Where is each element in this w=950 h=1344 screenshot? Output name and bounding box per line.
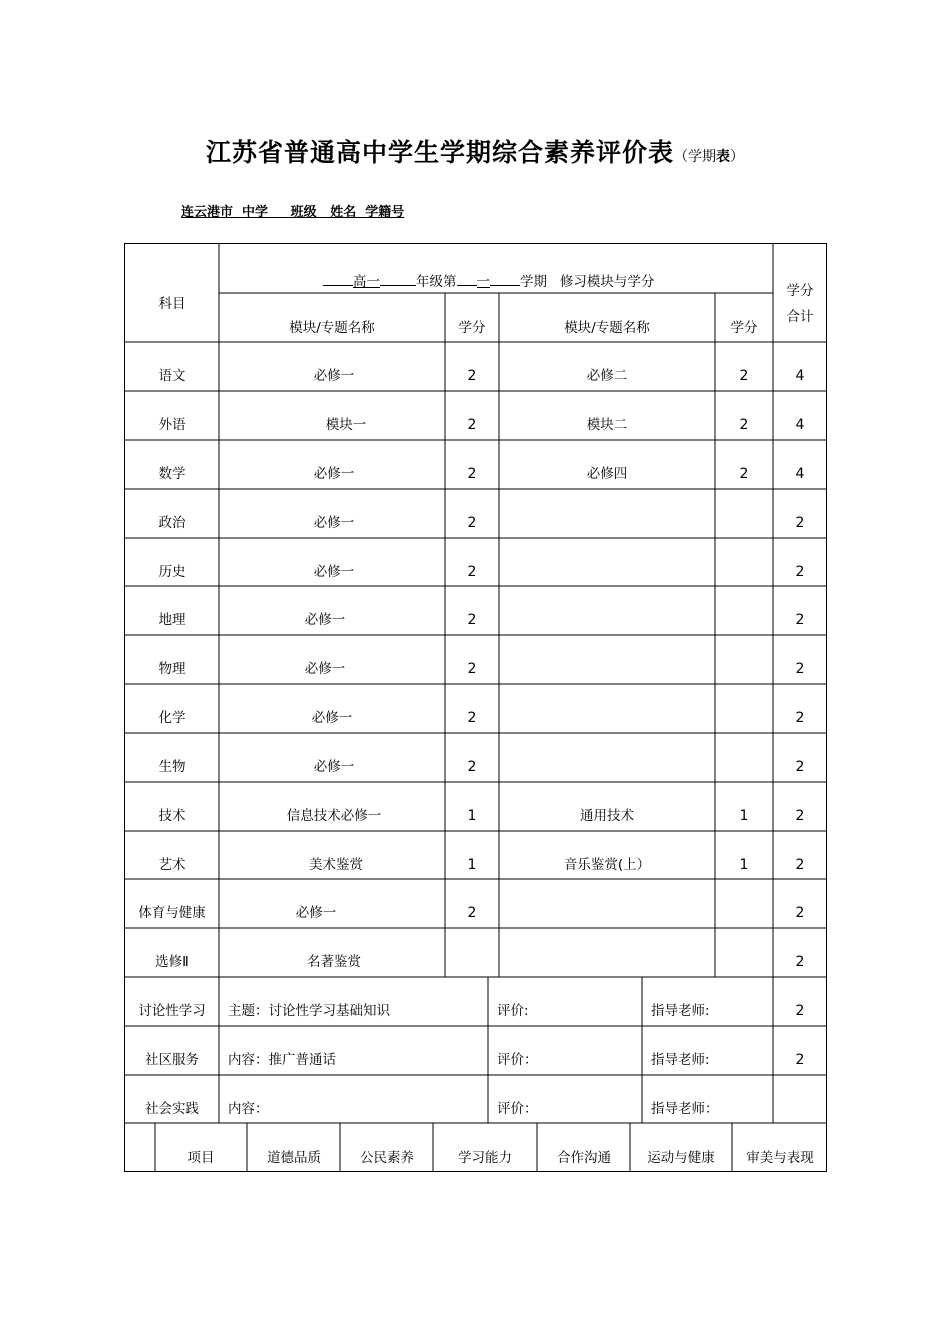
row-subject: 物理 bbox=[158, 661, 186, 677]
header-total-1: 学分 bbox=[786, 283, 814, 299]
row-subject: 历史 bbox=[158, 564, 186, 580]
header-subject: 科目 bbox=[158, 296, 186, 312]
row-subject: 政治 bbox=[158, 515, 186, 531]
row-credit-1: 2 bbox=[467, 368, 477, 384]
row-total: 2 bbox=[795, 710, 805, 726]
row-credit-1: 2 bbox=[467, 661, 477, 677]
quality-header: 合作沟通 bbox=[557, 1150, 611, 1166]
row-credit-1: 2 bbox=[467, 905, 477, 921]
activity-subject: 社会实践 bbox=[145, 1101, 199, 1117]
row-subject: 选修Ⅱ bbox=[155, 954, 189, 970]
row-credit-2: 2 bbox=[739, 466, 749, 482]
header-module-name-1: 模块/专题名称 bbox=[289, 320, 375, 336]
row-total: 2 bbox=[795, 808, 805, 824]
activity-total: 2 bbox=[795, 1003, 805, 1019]
activity-evaluation: 评价： bbox=[497, 1101, 538, 1117]
row-subject: 化学 bbox=[158, 710, 186, 726]
quality-header: 审美与表现 bbox=[746, 1150, 814, 1166]
activity-content: 主题：讨论性学习基础知识 bbox=[228, 1003, 390, 1019]
row-total: 4 bbox=[795, 466, 805, 482]
activity-evaluation: 评价： bbox=[497, 1052, 538, 1068]
row-module-1: 模块一 bbox=[325, 417, 367, 433]
row-subject: 数学 bbox=[158, 466, 186, 482]
title-sub: （学期表） bbox=[674, 149, 744, 165]
row-credit-1: 2 bbox=[467, 515, 477, 531]
row-total: 2 bbox=[795, 564, 805, 580]
activity-total: 2 bbox=[795, 1052, 805, 1068]
header-term-line bbox=[323, 272, 654, 290]
activity-subject: 社区服务 bbox=[145, 1052, 199, 1068]
activity-teacher: 指导老师: bbox=[651, 1052, 710, 1068]
row-total: 2 bbox=[795, 515, 805, 531]
header-grade: 高一 bbox=[353, 274, 380, 290]
header-grade-word: 年级第 bbox=[416, 274, 457, 290]
row-credit-1: 2 bbox=[467, 417, 477, 433]
row-module-1: 必修一 bbox=[311, 710, 353, 726]
row-total: 2 bbox=[795, 612, 805, 628]
row-module-1: 必修一 bbox=[313, 466, 355, 482]
row-module-1: 必修一 bbox=[304, 612, 346, 628]
row-module-1: 必修一 bbox=[313, 515, 355, 531]
quality-header: 道德品质 bbox=[267, 1150, 321, 1166]
row-total: 4 bbox=[795, 417, 805, 433]
row-subject: 外语 bbox=[158, 417, 186, 433]
row-module-2: 通用技术 bbox=[580, 808, 634, 824]
row-subject: 体育与健康 bbox=[138, 905, 206, 921]
row-module-2: 音乐鉴赏(上） bbox=[563, 857, 651, 873]
row-credit-1: 2 bbox=[467, 564, 477, 580]
activity-subject: 讨论性学习 bbox=[138, 1003, 206, 1019]
row-module-2: 模块二 bbox=[586, 417, 628, 433]
row-module-2: 必修二 bbox=[586, 368, 628, 384]
row-credit-1: 2 bbox=[467, 466, 477, 482]
title-main: 江苏省普通高中学生学期综合素养评价表 bbox=[205, 138, 674, 167]
activity-content: 内容： bbox=[228, 1101, 269, 1117]
quality-header: 学习能力 bbox=[458, 1150, 512, 1166]
row-module-1: 必修一 bbox=[313, 368, 355, 384]
quality-header: 运动与健康 bbox=[647, 1150, 715, 1166]
row-subject: 技术 bbox=[158, 808, 186, 824]
row-subject: 生物 bbox=[158, 759, 186, 775]
row-credit-2: 2 bbox=[739, 368, 749, 384]
row-total: 2 bbox=[795, 759, 805, 775]
row-credit-2: 1 bbox=[739, 808, 749, 824]
student-info-line: 连云港市 中学 班级 姓名 学籍号 bbox=[181, 205, 405, 220]
row-module-1: 美术鉴赏 bbox=[309, 857, 363, 873]
header-credit-1: 学分 bbox=[458, 320, 486, 336]
activity-content: 内容：推广普通话 bbox=[228, 1052, 336, 1068]
activity-teacher: 指导老师： bbox=[651, 1101, 719, 1117]
row-total: 2 bbox=[795, 954, 805, 970]
row-credit-1: 1 bbox=[467, 808, 477, 824]
activity-evaluation: 评价: bbox=[497, 1003, 529, 1019]
quality-header: 公民素养 bbox=[360, 1150, 414, 1166]
header-module-name-2: 模块/专题名称 bbox=[564, 320, 650, 336]
row-credit-1: 2 bbox=[467, 612, 477, 628]
row-module-1: 必修一 bbox=[304, 661, 346, 677]
row-credit-1: 2 bbox=[467, 759, 477, 775]
activity-teacher: 指导老师: bbox=[651, 1003, 710, 1019]
row-module-1: 必修一 bbox=[295, 905, 337, 921]
row-subject: 艺术 bbox=[158, 857, 186, 873]
row-total: 4 bbox=[795, 368, 805, 384]
header-term-word: 学期 bbox=[520, 274, 547, 290]
row-module-1: 信息技术必修一 bbox=[286, 808, 382, 824]
row-subject: 语文 bbox=[158, 368, 186, 384]
row-module-2: 必修四 bbox=[586, 466, 628, 482]
row-module-1: 名著鉴赏 bbox=[307, 954, 361, 970]
row-credit-1: 1 bbox=[467, 857, 477, 873]
header-credit-2: 学分 bbox=[730, 320, 758, 336]
row-credit-2: 1 bbox=[739, 857, 749, 873]
row-total: 2 bbox=[795, 661, 805, 677]
evaluation-table bbox=[124, 243, 827, 1173]
header-total-2: 合计 bbox=[786, 309, 814, 325]
row-subject: 地理 bbox=[158, 612, 186, 628]
row-module-1: 必修一 bbox=[313, 564, 355, 580]
row-credit-2: 2 bbox=[739, 417, 749, 433]
quality-header: 项目 bbox=[187, 1150, 215, 1166]
row-total: 2 bbox=[795, 905, 805, 921]
row-credit-1: 2 bbox=[467, 710, 477, 726]
header-modules-credits: 修习模块与学分 bbox=[559, 274, 655, 290]
row-module-1: 必修一 bbox=[313, 759, 355, 775]
row-total: 2 bbox=[795, 857, 805, 873]
document-title bbox=[0, 133, 950, 169]
header-term: 一 bbox=[476, 274, 490, 290]
